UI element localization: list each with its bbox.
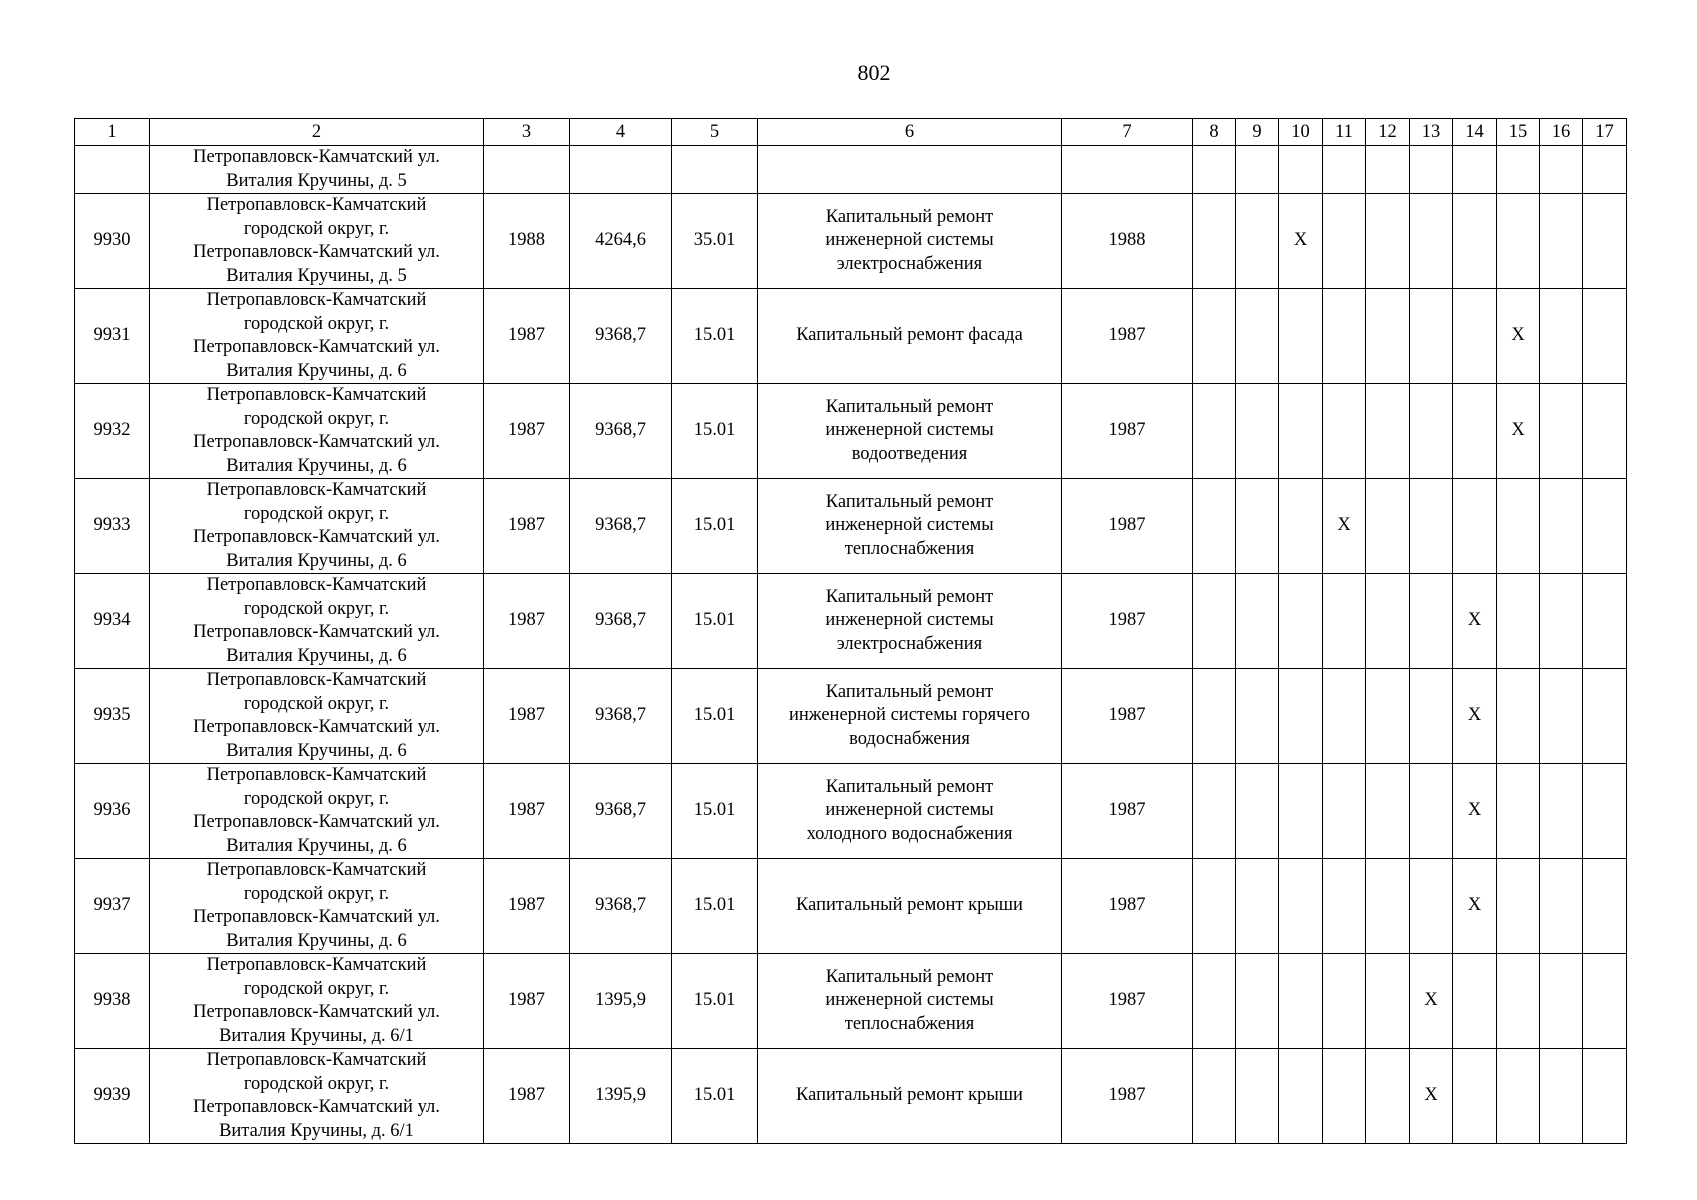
address-cell: Петропавловск-Камчатский городской округ, г. Петропавловск-Камчатский ул. Виталия Кручины, д. 6 bbox=[150, 384, 484, 479]
address-cell: Петропавловск-Камчатский ул. Виталия Кручины, д. 5 bbox=[150, 146, 484, 194]
header-cell: 5 bbox=[672, 119, 758, 146]
period-cell bbox=[1193, 764, 1236, 859]
period-cell bbox=[1583, 764, 1627, 859]
period-cell bbox=[1323, 289, 1366, 384]
period-cell bbox=[1540, 289, 1583, 384]
period-cell bbox=[1453, 194, 1497, 289]
code-cell: 15.01 bbox=[672, 574, 758, 669]
row-number-cell: 9934 bbox=[75, 574, 150, 669]
header-row bbox=[75, 119, 1627, 146]
header-cell: 4 bbox=[570, 119, 672, 146]
empty-cell bbox=[1062, 146, 1193, 194]
period-cell bbox=[1366, 194, 1410, 289]
work-type-cell: Капитальный ремонт инженерной системы электроснабжения bbox=[758, 194, 1062, 289]
address-cell: Петропавловск-Камчатский городской округ, г. Петропавловск-Камчатский ул. Виталия Кручины, д. 6 bbox=[150, 669, 484, 764]
period-cell bbox=[1236, 574, 1279, 669]
period-cell bbox=[1410, 669, 1453, 764]
year-cell: 1987 bbox=[484, 1049, 570, 1144]
header-cell: 10 bbox=[1279, 119, 1323, 146]
mark-cell: X bbox=[1453, 764, 1497, 859]
period-cell bbox=[1279, 859, 1323, 954]
year-cell: 1987 bbox=[1062, 764, 1193, 859]
period-cell bbox=[1236, 194, 1279, 289]
period-cell bbox=[1583, 859, 1627, 954]
area-cell: 1395,9 bbox=[570, 954, 672, 1049]
period-cell bbox=[1540, 384, 1583, 479]
empty-cell bbox=[672, 146, 758, 194]
address-cell: Петропавловск-Камчатский городской округ, г. Петропавловск-Камчатский ул. Виталия Кручины, д. 6/1 bbox=[150, 954, 484, 1049]
row-number-cell: 9936 bbox=[75, 764, 150, 859]
area-cell: 4264,6 bbox=[570, 194, 672, 289]
work-type-cell: Капитальный ремонт инженерной системы водоотведения bbox=[758, 384, 1062, 479]
period-cell bbox=[1410, 764, 1453, 859]
work-type-cell: Капитальный ремонт крыши bbox=[758, 1049, 1062, 1144]
table-row bbox=[75, 954, 1627, 1049]
address-cell: Петропавловск-Камчатский городской округ, г. Петропавловск-Камчатский ул. Виталия Кручины, д. 5 bbox=[150, 194, 484, 289]
mark-cell: X bbox=[1279, 194, 1323, 289]
address-cell: Петропавловск-Камчатский городской округ, г. Петропавловск-Камчатский ул. Виталия Кручины, д. 6 bbox=[150, 289, 484, 384]
period-cell bbox=[1193, 954, 1236, 1049]
code-cell: 15.01 bbox=[672, 859, 758, 954]
table-row bbox=[75, 574, 1627, 669]
period-cell bbox=[1540, 194, 1583, 289]
period-cell bbox=[1540, 859, 1583, 954]
year-cell: 1987 bbox=[1062, 574, 1193, 669]
period-cell bbox=[1453, 479, 1497, 574]
code-cell: 15.01 bbox=[672, 764, 758, 859]
period-cell bbox=[1540, 1049, 1583, 1144]
period-cell bbox=[1410, 574, 1453, 669]
area-cell: 9368,7 bbox=[570, 764, 672, 859]
year-cell: 1988 bbox=[484, 194, 570, 289]
table-row bbox=[75, 669, 1627, 764]
continuation-row bbox=[75, 146, 1627, 194]
empty-cell bbox=[484, 146, 570, 194]
year-cell: 1987 bbox=[484, 669, 570, 764]
code-cell: 15.01 bbox=[672, 1049, 758, 1144]
table-row bbox=[75, 194, 1627, 289]
period-cell bbox=[1366, 859, 1410, 954]
period-cell bbox=[1279, 764, 1323, 859]
period-cell bbox=[1366, 954, 1410, 1049]
period-cell bbox=[1410, 859, 1453, 954]
year-cell: 1987 bbox=[484, 479, 570, 574]
period-cell bbox=[1497, 859, 1540, 954]
period-cell bbox=[1193, 479, 1236, 574]
period-cell bbox=[1583, 289, 1627, 384]
period-cell bbox=[1236, 1049, 1279, 1144]
empty-cell bbox=[758, 146, 1062, 194]
year-cell: 1987 bbox=[1062, 384, 1193, 479]
period-cell bbox=[1583, 574, 1627, 669]
empty-cell bbox=[1236, 146, 1279, 194]
period-cell bbox=[1279, 1049, 1323, 1144]
period-cell bbox=[1453, 954, 1497, 1049]
empty-cell bbox=[1497, 146, 1540, 194]
period-cell bbox=[1540, 574, 1583, 669]
table-row bbox=[75, 479, 1627, 574]
period-cell bbox=[1540, 954, 1583, 1049]
area-cell: 9368,7 bbox=[570, 384, 672, 479]
period-cell bbox=[1236, 764, 1279, 859]
header-cell: 2 bbox=[150, 119, 484, 146]
header-cell: 12 bbox=[1366, 119, 1410, 146]
period-cell bbox=[1410, 384, 1453, 479]
empty-cell bbox=[1366, 146, 1410, 194]
capital-repair-table bbox=[74, 118, 1627, 1144]
period-cell bbox=[1366, 289, 1410, 384]
empty-cell bbox=[1279, 146, 1323, 194]
mark-cell: X bbox=[1453, 574, 1497, 669]
work-type-cell: Капитальный ремонт инженерной системы горячего водоснабжения bbox=[758, 669, 1062, 764]
empty-cell bbox=[1410, 146, 1453, 194]
period-cell bbox=[1236, 859, 1279, 954]
mark-cell: X bbox=[1323, 479, 1366, 574]
period-cell bbox=[1193, 859, 1236, 954]
period-cell bbox=[1323, 954, 1366, 1049]
work-type-cell: Капитальный ремонт инженерной системы теплоснабжения bbox=[758, 479, 1062, 574]
address-cell: Петропавловск-Камчатский городской округ, г. Петропавловск-Камчатский ул. Виталия Кручины, д. 6 bbox=[150, 764, 484, 859]
row-number-cell: 9933 bbox=[75, 479, 150, 574]
code-cell: 15.01 bbox=[672, 954, 758, 1049]
mark-cell: X bbox=[1410, 954, 1453, 1049]
address-cell: Петропавловск-Камчатский городской округ, г. Петропавловск-Камчатский ул. Виталия Кручины, д. 6/1 bbox=[150, 1049, 484, 1144]
period-cell bbox=[1583, 194, 1627, 289]
period-cell bbox=[1323, 1049, 1366, 1144]
period-cell bbox=[1497, 194, 1540, 289]
work-type-cell: Капитальный ремонт крыши bbox=[758, 859, 1062, 954]
header-cell: 3 bbox=[484, 119, 570, 146]
period-cell bbox=[1453, 1049, 1497, 1144]
period-cell bbox=[1236, 954, 1279, 1049]
year-cell: 1987 bbox=[1062, 669, 1193, 764]
period-cell bbox=[1583, 1049, 1627, 1144]
period-cell bbox=[1366, 669, 1410, 764]
period-cell bbox=[1583, 669, 1627, 764]
period-cell bbox=[1583, 384, 1627, 479]
period-cell bbox=[1366, 574, 1410, 669]
period-cell bbox=[1236, 479, 1279, 574]
year-cell: 1987 bbox=[1062, 1049, 1193, 1144]
period-cell bbox=[1410, 289, 1453, 384]
empty-cell bbox=[1583, 146, 1627, 194]
period-cell bbox=[1193, 194, 1236, 289]
area-cell: 9368,7 bbox=[570, 574, 672, 669]
period-cell bbox=[1193, 574, 1236, 669]
row-number-cell: 9931 bbox=[75, 289, 150, 384]
area-cell: 9368,7 bbox=[570, 289, 672, 384]
year-cell: 1987 bbox=[484, 574, 570, 669]
work-type-cell: Капитальный ремонт фасада bbox=[758, 289, 1062, 384]
header-cell: 17 bbox=[1583, 119, 1627, 146]
period-cell bbox=[1279, 574, 1323, 669]
header-cell: 11 bbox=[1323, 119, 1366, 146]
row-number-cell: 9930 bbox=[75, 194, 150, 289]
row-number-cell: 9932 bbox=[75, 384, 150, 479]
table-row bbox=[75, 859, 1627, 954]
row-number-cell: 9938 bbox=[75, 954, 150, 1049]
period-cell bbox=[1236, 669, 1279, 764]
year-cell: 1988 bbox=[1062, 194, 1193, 289]
period-cell bbox=[1583, 479, 1627, 574]
header-cell: 7 bbox=[1062, 119, 1193, 146]
header-cell: 9 bbox=[1236, 119, 1279, 146]
table-row bbox=[75, 289, 1627, 384]
period-cell bbox=[1279, 669, 1323, 764]
code-cell: 35.01 bbox=[672, 194, 758, 289]
header-cell: 15 bbox=[1497, 119, 1540, 146]
header-cell: 14 bbox=[1453, 119, 1497, 146]
work-type-cell: Капитальный ремонт инженерной системы электроснабжения bbox=[758, 574, 1062, 669]
period-cell bbox=[1366, 764, 1410, 859]
table-row bbox=[75, 764, 1627, 859]
period-cell bbox=[1279, 384, 1323, 479]
page-number: 802 bbox=[857, 60, 891, 85]
code-cell: 15.01 bbox=[672, 289, 758, 384]
work-type-cell: Капитальный ремонт инженерной системы теплоснабжения bbox=[758, 954, 1062, 1049]
header-cell: 8 bbox=[1193, 119, 1236, 146]
period-cell bbox=[1193, 384, 1236, 479]
row-number-cell: 9935 bbox=[75, 669, 150, 764]
area-cell: 9368,7 bbox=[570, 479, 672, 574]
header-cell: 1 bbox=[75, 119, 150, 146]
period-cell bbox=[1453, 289, 1497, 384]
year-cell: 1987 bbox=[484, 384, 570, 479]
period-cell bbox=[1323, 194, 1366, 289]
period-cell bbox=[1366, 384, 1410, 479]
address-cell: Петропавловск-Камчатский городской округ, г. Петропавловск-Камчатский ул. Виталия Кручины, д. 6 bbox=[150, 479, 484, 574]
period-cell bbox=[1236, 289, 1279, 384]
mark-cell: X bbox=[1453, 669, 1497, 764]
address-cell: Петропавловск-Камчатский городской округ, г. Петропавловск-Камчатский ул. Виталия Кручины, д. 6 bbox=[150, 574, 484, 669]
year-cell: 1987 bbox=[1062, 479, 1193, 574]
period-cell bbox=[1193, 1049, 1236, 1144]
empty-cell bbox=[1453, 146, 1497, 194]
year-cell: 1987 bbox=[1062, 289, 1193, 384]
header-cell: 16 bbox=[1540, 119, 1583, 146]
period-cell bbox=[1410, 479, 1453, 574]
period-cell bbox=[1497, 764, 1540, 859]
period-cell bbox=[1497, 479, 1540, 574]
period-cell bbox=[1236, 384, 1279, 479]
table-row bbox=[75, 384, 1627, 479]
period-cell bbox=[1193, 289, 1236, 384]
table-row bbox=[75, 1049, 1627, 1144]
mark-cell: X bbox=[1410, 1049, 1453, 1144]
row-number-cell: 9937 bbox=[75, 859, 150, 954]
year-cell: 1987 bbox=[484, 764, 570, 859]
period-cell bbox=[1540, 764, 1583, 859]
code-cell: 15.01 bbox=[672, 384, 758, 479]
area-cell: 9368,7 bbox=[570, 669, 672, 764]
row-number-cell: 9939 bbox=[75, 1049, 150, 1144]
mark-cell: X bbox=[1497, 384, 1540, 479]
period-cell bbox=[1410, 194, 1453, 289]
period-cell bbox=[1497, 1049, 1540, 1144]
work-type-cell: Капитальный ремонт инженерной системы холодного водоснабжения bbox=[758, 764, 1062, 859]
period-cell bbox=[1323, 669, 1366, 764]
empty-cell bbox=[570, 146, 672, 194]
period-cell bbox=[1497, 574, 1540, 669]
area-cell: 1395,9 bbox=[570, 1049, 672, 1144]
period-cell bbox=[1453, 384, 1497, 479]
area-cell: 9368,7 bbox=[570, 859, 672, 954]
year-cell: 1987 bbox=[484, 289, 570, 384]
period-cell bbox=[1323, 764, 1366, 859]
period-cell bbox=[1279, 954, 1323, 1049]
period-cell bbox=[1366, 1049, 1410, 1144]
period-cell bbox=[1323, 859, 1366, 954]
period-cell bbox=[1540, 479, 1583, 574]
header-cell: 13 bbox=[1410, 119, 1453, 146]
empty-cell bbox=[1193, 146, 1236, 194]
address-cell: Петропавловск-Камчатский городской округ, г. Петропавловск-Камчатский ул. Виталия Кручины, д. 6 bbox=[150, 859, 484, 954]
period-cell bbox=[1583, 954, 1627, 1049]
empty-cell bbox=[75, 146, 150, 194]
period-cell bbox=[1540, 669, 1583, 764]
year-cell: 1987 bbox=[484, 859, 570, 954]
period-cell bbox=[1279, 289, 1323, 384]
mark-cell: X bbox=[1497, 289, 1540, 384]
code-cell: 15.01 bbox=[672, 479, 758, 574]
empty-cell bbox=[1540, 146, 1583, 194]
period-cell bbox=[1193, 669, 1236, 764]
year-cell: 1987 bbox=[1062, 859, 1193, 954]
code-cell: 15.01 bbox=[672, 669, 758, 764]
period-cell bbox=[1497, 954, 1540, 1049]
period-cell bbox=[1279, 479, 1323, 574]
period-cell bbox=[1497, 669, 1540, 764]
empty-cell bbox=[1323, 146, 1366, 194]
mark-cell: X bbox=[1453, 859, 1497, 954]
year-cell: 1987 bbox=[1062, 954, 1193, 1049]
period-cell bbox=[1323, 384, 1366, 479]
year-cell: 1987 bbox=[484, 954, 570, 1049]
period-cell bbox=[1366, 479, 1410, 574]
header-cell: 6 bbox=[758, 119, 1062, 146]
period-cell bbox=[1323, 574, 1366, 669]
